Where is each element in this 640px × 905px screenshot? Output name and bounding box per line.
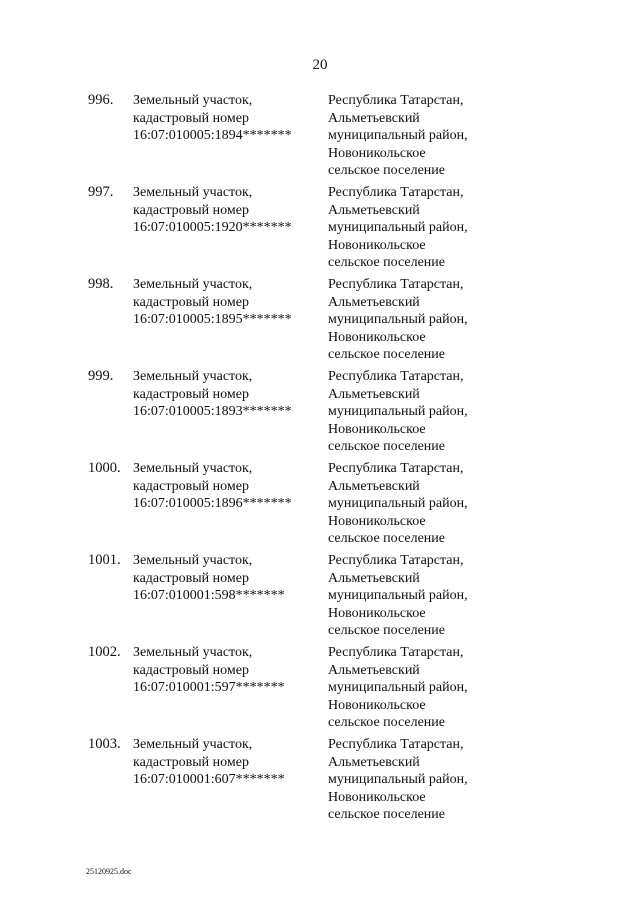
entry-object xyxy=(133,368,318,421)
object-type: Земельный участок, xyxy=(133,553,253,568)
location-line: сельское поселение xyxy=(328,807,445,822)
location-line: Альметьевский xyxy=(328,570,420,586)
location-line: муниципальный район, xyxy=(328,128,468,143)
entry-number: 999. xyxy=(88,368,114,384)
entry-number: 996. xyxy=(88,92,114,108)
object-label: кадастровый номер xyxy=(133,662,249,678)
entry-number: 997. xyxy=(88,184,114,200)
object-label: кадастровый номер xyxy=(133,386,249,402)
location-line: Новоникольское xyxy=(328,697,426,713)
location-line: муниципальный район, xyxy=(328,496,468,511)
entry-object xyxy=(133,644,318,697)
location-line: Альметьевский xyxy=(328,386,420,402)
entry-object xyxy=(133,552,318,605)
entry-object xyxy=(133,276,318,329)
entry-location xyxy=(328,552,528,640)
object-type: Земельный участок, xyxy=(133,185,253,200)
entry-list xyxy=(0,92,640,828)
location-line: муниципальный район, xyxy=(328,680,468,695)
location-line: Альметьевский xyxy=(328,202,420,218)
cadastral-number: 16:07:010001:597******* xyxy=(133,680,285,695)
location-line: сельское поселение xyxy=(328,347,445,362)
entry-location xyxy=(328,92,528,180)
location-line: Республика Татарстан, xyxy=(328,277,464,292)
location-line: муниципальный район, xyxy=(328,772,468,787)
entry-object xyxy=(133,92,318,145)
location-line: муниципальный район, xyxy=(328,220,468,235)
entry-number: 998. xyxy=(88,276,114,292)
location-line: Республика Татарстан, xyxy=(328,645,464,660)
location-line: сельское поселение xyxy=(328,163,445,178)
location-line: Новоникольское xyxy=(328,513,426,529)
cadastral-number: 16:07:010005:1920******* xyxy=(133,220,292,235)
page-number: 20 xyxy=(312,57,328,73)
list-item xyxy=(0,644,640,736)
entry-object xyxy=(133,736,318,789)
location-line: Республика Татарстан, xyxy=(328,93,464,108)
cadastral-number: 16:07:010005:1893******* xyxy=(133,404,292,419)
entry-location xyxy=(328,736,528,824)
object-type: Земельный участок, xyxy=(133,461,253,476)
location-line: Республика Татарстан, xyxy=(328,737,464,752)
object-label: кадастровый номер xyxy=(133,478,249,494)
list-item xyxy=(0,184,640,276)
entry-location xyxy=(328,460,528,548)
entry-number: 1000. xyxy=(88,460,121,476)
location-line: Новоникольское xyxy=(328,605,426,621)
location-line: Альметьевский xyxy=(328,110,420,126)
location-line: Новоникольское xyxy=(328,789,426,805)
location-line: Республика Татарстан, xyxy=(328,553,464,568)
location-line: Новоникольское xyxy=(328,237,426,253)
object-type: Земельный участок, xyxy=(133,737,253,752)
list-item xyxy=(0,460,640,552)
location-line: сельское поселение xyxy=(328,531,445,546)
entry-number: 1003. xyxy=(88,736,121,752)
location-line: сельское поселение xyxy=(328,623,445,638)
object-type: Земельный участок, xyxy=(133,93,253,108)
location-line: Новоникольское xyxy=(328,145,426,161)
list-item xyxy=(0,552,640,644)
location-line: сельское поселение xyxy=(328,255,445,270)
object-label: кадастровый номер xyxy=(133,754,249,770)
object-label: кадастровый номер xyxy=(133,570,249,586)
location-line: муниципальный район, xyxy=(328,312,468,327)
location-line: Альметьевский xyxy=(328,294,420,310)
object-label: кадастровый номер xyxy=(133,202,249,218)
object-label: кадастровый номер xyxy=(133,110,249,126)
object-type: Земельный участок, xyxy=(133,645,253,660)
location-line: Альметьевский xyxy=(328,478,420,494)
location-line: Республика Татарстан, xyxy=(328,185,464,200)
entry-location xyxy=(328,644,528,732)
entry-number: 1002. xyxy=(88,644,121,660)
location-line: Новоникольское xyxy=(328,421,426,437)
entry-location xyxy=(328,184,528,272)
location-line: сельское поселение xyxy=(328,715,445,730)
cadastral-number: 16:07:010005:1896******* xyxy=(133,496,292,511)
list-item xyxy=(0,92,640,184)
location-line: Альметьевский xyxy=(328,754,420,770)
entry-object xyxy=(133,460,318,513)
list-item xyxy=(0,276,640,368)
entry-location xyxy=(328,368,528,456)
entry-location xyxy=(328,276,528,364)
location-line: муниципальный район, xyxy=(328,588,468,603)
object-type: Земельный участок, xyxy=(133,369,253,384)
list-item xyxy=(0,736,640,828)
location-line: муниципальный район, xyxy=(328,404,468,419)
cadastral-number: 16:07:010001:598******* xyxy=(133,588,285,603)
cadastral-number: 16:07:010005:1895******* xyxy=(133,312,292,327)
entry-number: 1001. xyxy=(88,552,121,568)
location-line: Новоникольское xyxy=(328,329,426,345)
cadastral-number: 16:07:010001:607******* xyxy=(133,772,285,787)
location-line: Альметьевский xyxy=(328,662,420,678)
list-item xyxy=(0,368,640,460)
location-line: Республика Татарстан, xyxy=(328,461,464,476)
object-type: Земельный участок, xyxy=(133,277,253,292)
footer-filename: 25120925.doc xyxy=(86,867,132,876)
entry-object xyxy=(133,184,318,237)
object-label: кадастровый номер xyxy=(133,294,249,310)
location-line: сельское поселение xyxy=(328,439,445,454)
location-line: Республика Татарстан, xyxy=(328,369,464,384)
cadastral-number: 16:07:010005:1894******* xyxy=(133,128,292,143)
